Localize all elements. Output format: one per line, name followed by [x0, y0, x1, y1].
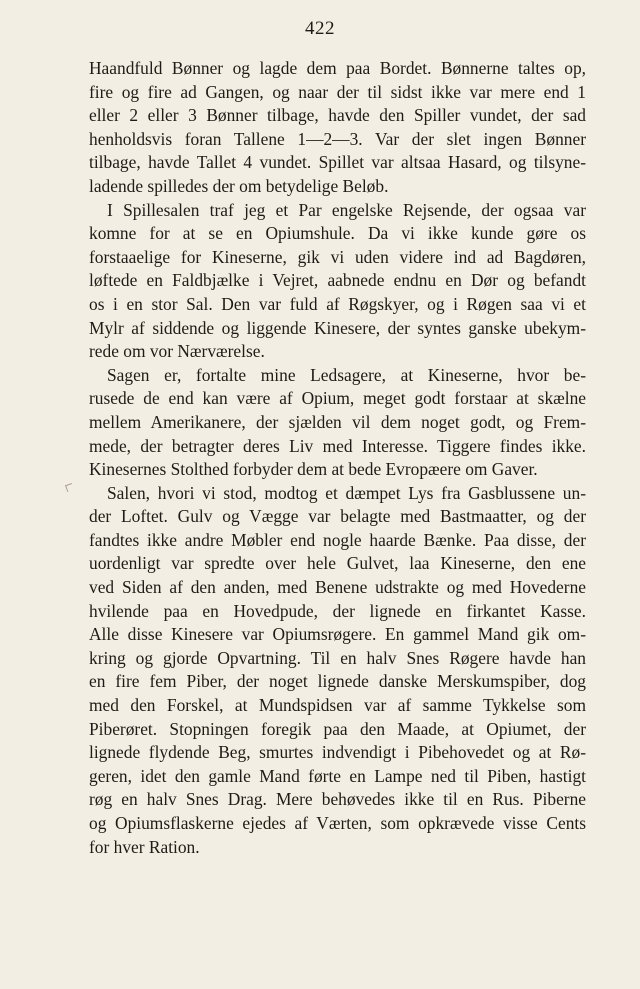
text-line: geren, idet den gamle Mand førte en Lampe ned til Piben, hastigt: [89, 765, 586, 786]
text-line: Mylr af siddende og liggende Kinesere, der syntes ganske ubekym-: [89, 317, 586, 338]
text-line: Piberøret. Stopningen foregik paa den Maade, at Opiumet, der: [89, 718, 586, 739]
text-line: uordenligt var spredte over hele Gulvet, laa Kineserne, den ene: [89, 553, 586, 574]
text-line: der Loftet. Gulv og Vægge var belagte med Bastmaatter, og der: [89, 506, 586, 527]
text-line: mede, der betragter deres Liv med Interesse. Tiggere findes ikke.: [89, 435, 586, 456]
text-line: tilbage, havde Tallet 4 vundet. Spillet var altsaa Hasard, og tilsyne-: [89, 152, 586, 173]
text-line: Alle disse Kinesere var Opiumsrøgere. En gammel Mand gik om-: [89, 624, 586, 645]
text-line: en fire fem Piber, der noget lignede danske Merskumspiber, dog: [89, 671, 586, 692]
margin-mark: [65, 483, 74, 492]
text-line: hvilende paa en Hovedpude, der lignede en firkantet Kasse.: [89, 600, 586, 621]
text-line: rusede de end kan være af Opium, meget godt forstaar at skælne: [89, 388, 586, 409]
text-line: kring og gjorde Opvartning. Til en halv Snes Røgere havde han: [89, 647, 586, 668]
paragraph-start-line: Salen, hvori vi stod, modtog et dæmpet Lys fra Gasblussene un-: [107, 482, 586, 503]
text-line: eller 2 eller 3 Bønner tilbage, havde den Spiller vundet, der sad: [89, 105, 586, 126]
paragraph-start-line: Sagen er, fortalte mine Ledsagere, at Kineserne, hvor be-: [107, 364, 586, 385]
text-line: ladende spilledes der om betydelige Beløb.: [89, 175, 389, 196]
text-line: lignede flydende Beg, smurtes indvendigt i Pibehovedet og at Rø-: [89, 742, 586, 763]
text-line: fire og fire ad Gangen, og naar der til sidst ikke var mere end 1: [89, 81, 586, 102]
text-line: os i en stor Sal. Den var fuld af Røgskyer, og i Røgen saa vi et: [89, 293, 586, 314]
text-line: rede om vor Nærværelse.: [89, 341, 265, 362]
text-line: med den Forskel, at Mundspidsen var af samme Tykkelse som: [89, 695, 586, 716]
page-number: 422: [305, 18, 335, 39]
text-line: ved Siden af den anden, med Benene udstrakte og med Hovederne: [89, 577, 586, 598]
paragraph-start-line: I Spillesalen traf jeg et Par engelske Rejsende, der ogsaa var: [107, 199, 586, 220]
text-line: løftede en Faldbjælke i Vejret, aabnede endnu en Dør og befandt: [89, 270, 586, 291]
text-line: komne for at se en Opiumshule. Da vi ikke kunde gøre os: [89, 223, 586, 244]
text-line: for hver Ration.: [89, 836, 200, 857]
text-line: henholdsvis foran Tallene 1—2—3. Var der slet ingen Bønner: [89, 128, 586, 149]
text-line: fandtes ikke andre Møbler end nogle haarde Bænke. Paa disse, der: [89, 529, 586, 550]
text-line: Kinesernes Stolthed forbyder dem at bede Evropæere om Gaver.: [89, 459, 538, 480]
text-line: Haandfuld Bønner og lagde dem paa Bordet. Bønnerne taltes op,: [89, 58, 586, 78]
text-line: røg en halv Snes Drag. Mere behøvedes ikke til en Rus. Piberne: [89, 789, 586, 810]
text-line: og Opiumsflaskerne ejedes af Værten, som opkrævede visse Cents: [89, 813, 586, 833]
body-text: [89, 57, 586, 859]
text-line: forstaaelige for Kineserne, gik vi uden videre ind ad Bagdøren,: [89, 246, 586, 267]
text-line: mellem Amerikanere, der sjælden vil dem noget godt, og Frem-: [89, 411, 586, 432]
